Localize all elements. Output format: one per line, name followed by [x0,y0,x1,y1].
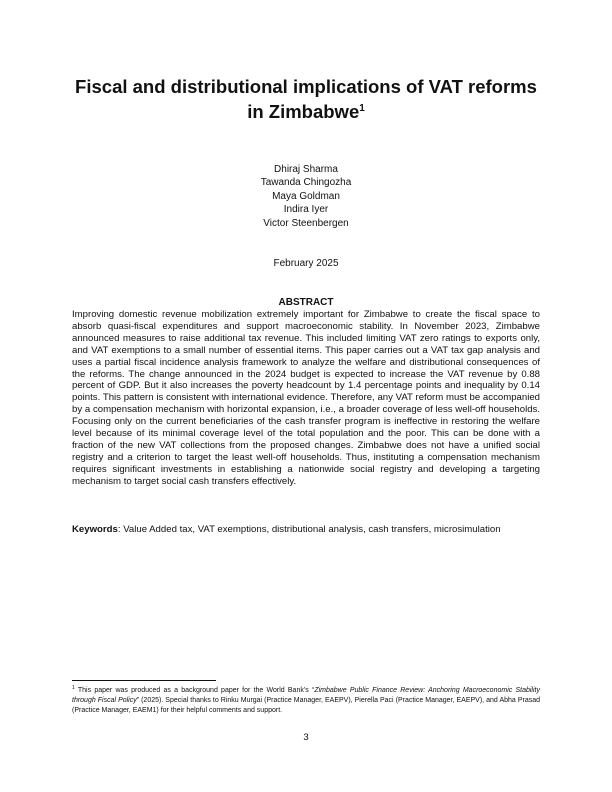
author-name: Victor Steenbergen [263,217,349,229]
author-list [156,163,456,230]
footnote-text-after: ” (2025). Special thanks to Rinku Murgai (Practice Manager, EAEPV), Pierella Paci (Practice Manager, EAEPV), and Abha Prasad (Practice Manager, EAEM1) for their helpful comments and support. [72,697,540,715]
abstract-heading: ABSTRACT [278,297,334,308]
title-footnote-marker[interactable]: 1 [359,103,365,114]
author-name: Indira Iyer [283,204,329,216]
footnote-report-title: Zimbabwe Public Finance Review: Anchoring Macroeconomic Stability through Fiscal Policy [72,687,540,705]
abstract-body: Improving domestic revenue mobilization extremely important for Zimbabwe to create the fiscal space to absorb quasi-fiscal expenditures and support macroeconomic stability. In November 2023, Zimbabwe announced measures to raise additional tax revenue. This included limiting VAT zero ratings to exports only, and VAT exemptions to a small number of essential items. This paper carries out a VAT tax gap analysis and uses a partial fiscal incidence analysis framework to analyze the welfare and distributional consequences of the reforms. The change announced in the 2024 budget is expected to increase the VAT revenue by 0.88 percent of GDP. But it also increases the poverty headcount by 1.4 percentage points and inequality by 0.14 points. This pattern is consistent with international evidence. Therefore, any VAT reform must be accompanied by a compensation mechanism with horizontal expansion, i.e., a broader coverage of less well-off households. Focusing only on the current beneficiaries of the cash transfer program is ineffective in restoring the welfare level because of its minimal coverage level of the total population and the poor. This can be done with a fraction of the new VAT collections from the proposed changes. Zimbabwe does not have a unified social registry and a criterion to target the least well-off households. Thus, instituting a compensation mechanism requires significant investments in establishing a nationwide social registry and developing a targeting mechanism to target social cash transfers effectively. [72,309,540,487]
keywords-separator: : [117,524,124,535]
publication-date: February 2025 [273,258,339,269]
footnote-divider [72,680,216,681]
keywords-label: Keywords [72,524,118,535]
author-name: Tawanda Chingozha [260,177,352,189]
paper-title-text: Fiscal and distributional implications of VAT reforms in Zimbabwe [75,76,537,122]
author-name: Maya Goldman [272,190,340,202]
author-name: Dhiraj Sharma [274,164,338,175]
footnote-text-before: This paper was produced as a background paper for the World Bank’s “ [74,687,315,694]
footnote [72,686,540,717]
page-number: 3 [303,732,309,743]
keywords-text: Value Added tax, VAT exemptions, distributional analysis, cash transfers, microsimulation [123,524,501,535]
footnote-marker: 1 [72,685,75,691]
paper-title [72,74,540,124]
keywords-line [72,524,540,536]
